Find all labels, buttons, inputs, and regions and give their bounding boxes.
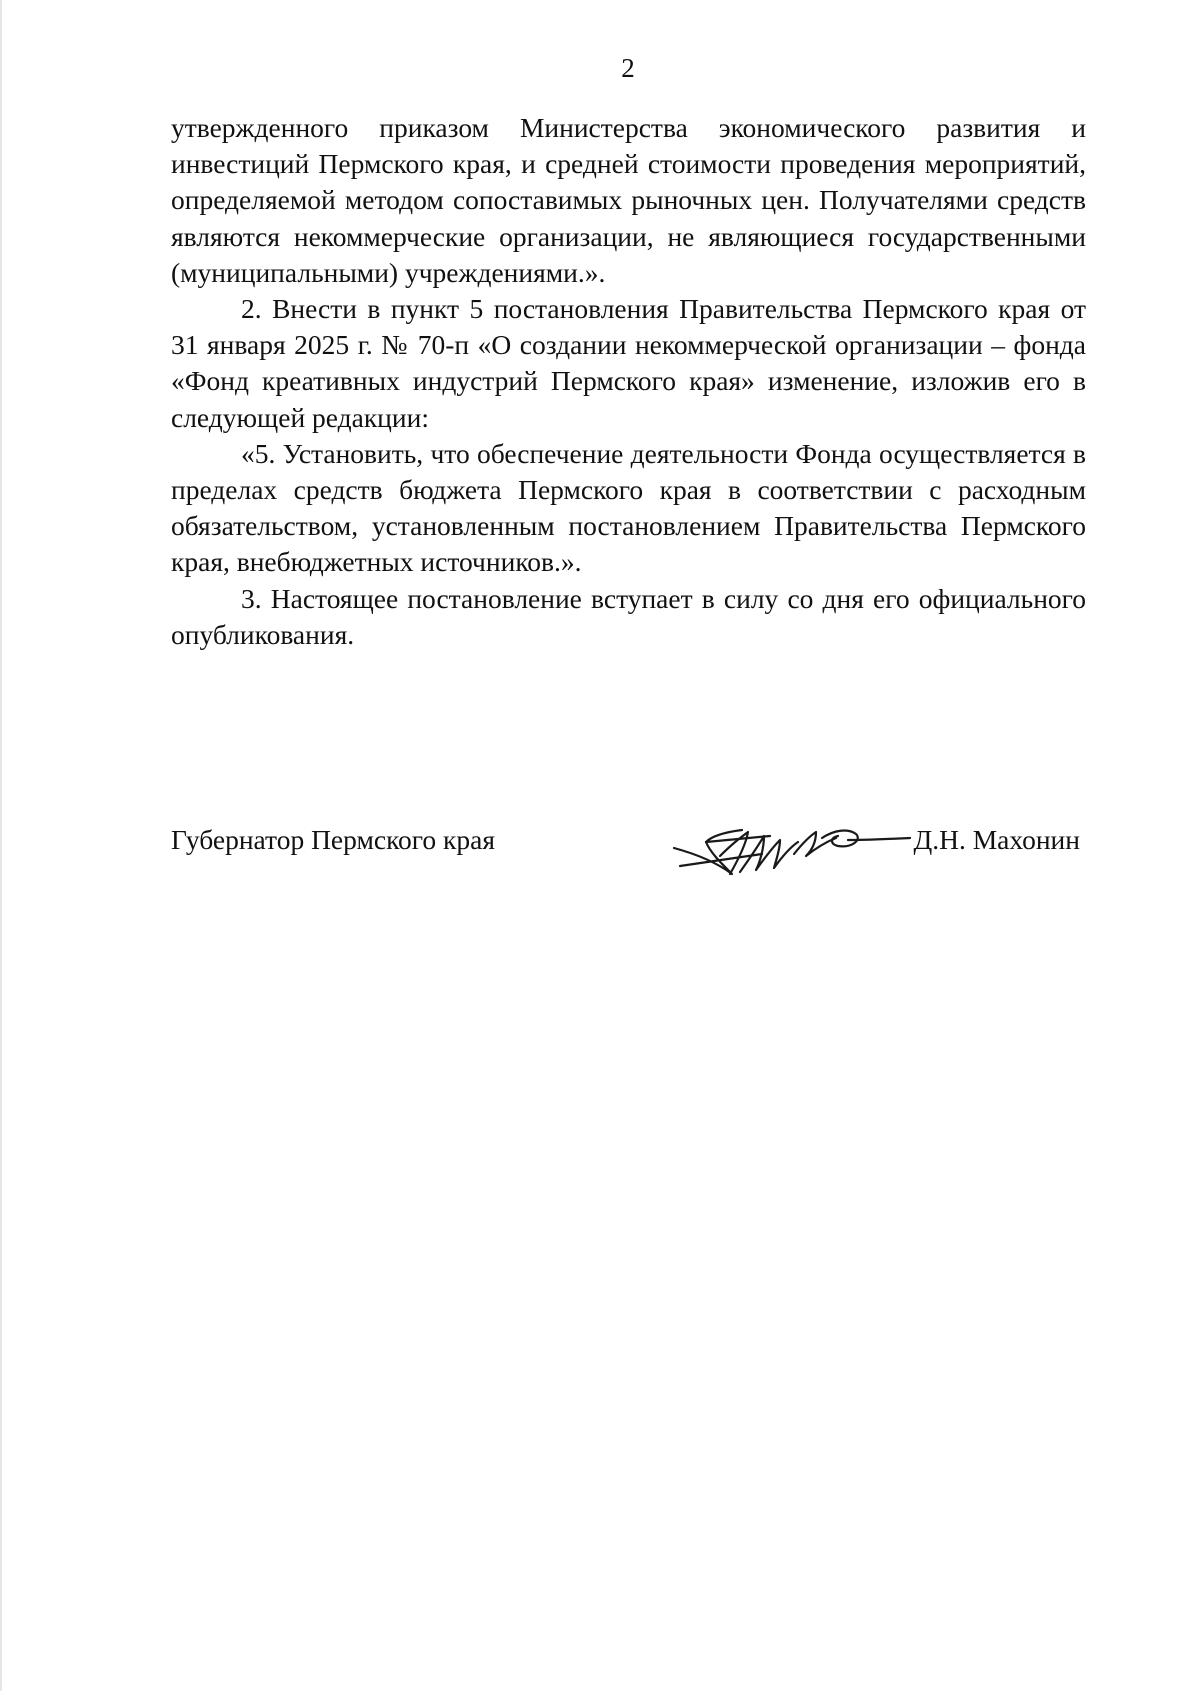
document-body [171,110,1086,653]
signature-block [171,822,1086,902]
scan-edge [0,0,2,1691]
paragraph-item-3: 3. Настоящее постановление вступает в силу со дня его официального опубликования. [171,582,1086,650]
paragraph-continuation: утвержденного приказом Министерства экономического развития и инвестиций Пермского края, и средней стоимости проведения мероприятий, определяемой методом сопоставимых рыночных цен. Получателями средств являются некоммерческие организации, не являющиеся государственными (муниципальными) учреждениями.». [171,112,1086,288]
handwritten-signature [666,808,916,888]
signatory-name: Д.Н. Махонин [913,824,1080,855]
paragraph-item-5-quote: «5. Установить, что обеспечение деятельности Фонда осуществляется в пределах средств бюджета Пермского края в соответствии с расходным обязательством, установленным постановлением Правительства Пермского края, внебюджетных источников.». [171,437,1086,578]
paragraph-item-2: 2. Внести в пункт 5 постановления Правительства Пермского края от 31 января 2025 г. № 70-п «О создании некоммерческой организации – фонда «Фонд креативных индустрий Пермского края» изменение, изложив его в следующей редакции: [171,293,1086,433]
signatory-position: Губернатор Пермского края [171,824,495,855]
page-number: 2 [621,53,635,83]
